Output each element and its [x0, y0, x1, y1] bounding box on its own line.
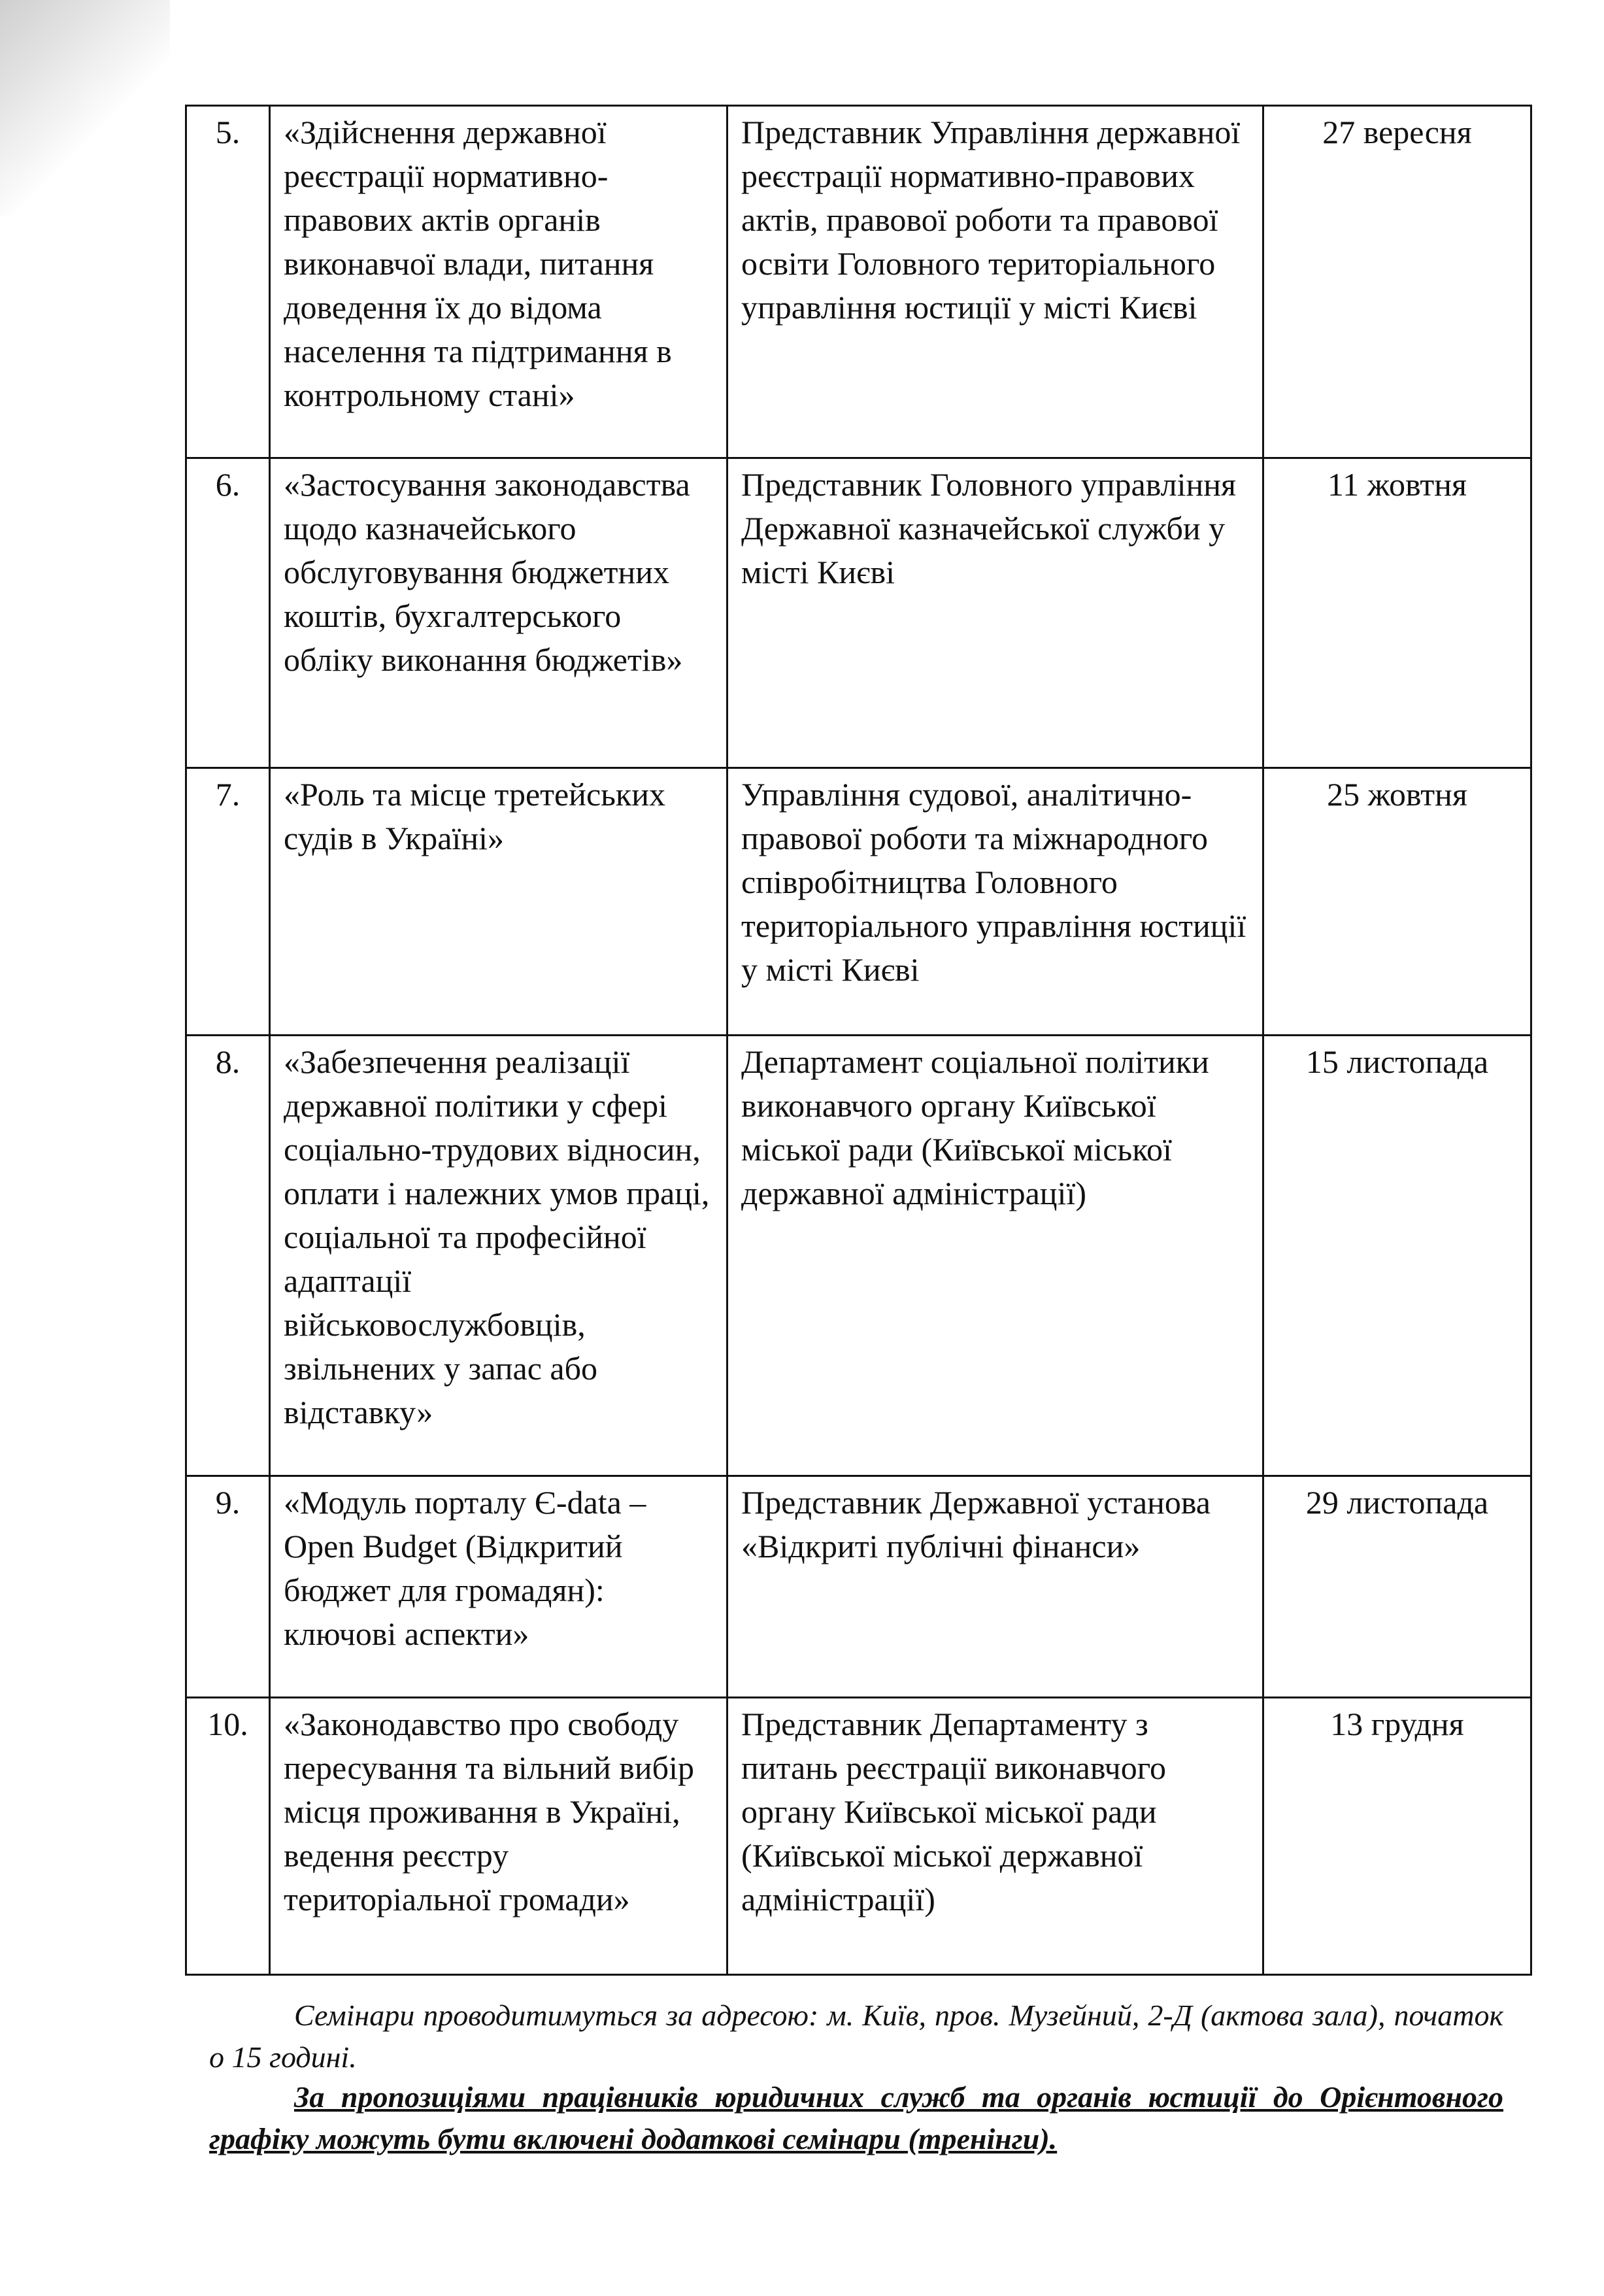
proposal-note: За пропозиціями працівників юридичних служб та органів юстиції до Орієнтовного графіку можуть бути включені додаткові семінари (тренінги). — [209, 2080, 1503, 2155]
table-row — [186, 1036, 1531, 1476]
seminar-date: 29 листопада — [1263, 1476, 1531, 1698]
row-number: 5. — [186, 106, 270, 458]
venue-note: Семінари проводитимуться за адресою: м. Київ, пров. Музейний, 2-Д (актова зала), початок о 15 годині. — [209, 1999, 1503, 2074]
row-number: 8. — [186, 1036, 270, 1476]
seminar-speaker: Представник Головного управління Державної казначейської служби у місті Києві — [727, 458, 1263, 768]
table-row — [186, 1476, 1531, 1698]
table-row — [186, 768, 1531, 1036]
table-row — [186, 106, 1531, 458]
row-number: 7. — [186, 768, 270, 1036]
seminar-speaker: Представник Управління державної реєстрації нормативно-правових актів, правової роботи та правової освіти Головного територіального управління юстиції у місті Києві — [727, 106, 1263, 458]
seminar-topic: «Здійснення державної реєстрації нормативно-правових актів органів виконавчої влади, питання доведення їх до відома населення та підтримання в контрольному стані» — [270, 106, 727, 458]
seminar-date: 13 грудня — [1263, 1698, 1531, 1975]
row-number: 10. — [186, 1698, 270, 1975]
row-number: 6. — [186, 458, 270, 768]
seminar-topic: «Законодавство про свободу пересування та вільний вибір місця проживання в Україні, ведення реєстру територіальної громади» — [270, 1698, 727, 1975]
seminar-schedule-table — [185, 105, 1532, 1976]
row-number: 9. — [186, 1476, 270, 1698]
scan-shadow — [0, 0, 170, 216]
seminar-date: 11 жовтня — [1263, 458, 1531, 768]
seminar-date: 15 листопада — [1263, 1036, 1531, 1476]
seminar-speaker: Департамент соціальної політики виконавчого органу Київської міської ради (Київської міської державної адміністрації) — [727, 1036, 1263, 1476]
seminar-topic: «Застосування законодавства щодо казначейського обслуговування бюджетних коштів, бухгалтерського обліку виконання бюджетів» — [270, 458, 727, 768]
seminar-topic: «Забезпечення реалізації державної політики у сфері соціально-трудових відносин, оплати і належних умов праці, соціальної та професійної адаптації військовослужбовців, звільнених у запас або відставку» — [270, 1036, 727, 1476]
table-row — [186, 458, 1531, 768]
seminar-topic: «Модуль порталу Є-data – Open Budget (Відкритий бюджет для громадян): ключові аспекти» — [270, 1476, 727, 1698]
seminar-speaker: Представник Державної установа «Відкриті публічні фінанси» — [727, 1476, 1263, 1698]
seminar-speaker: Управління судової, аналітично-правової роботи та міжнародного співробітництва Головного територіального управління юстиції у місті Києві — [727, 768, 1263, 1036]
seminar-speaker: Представник Департаменту з питань реєстрації виконавчого органу Київської міської ради (Київської міської державної адміністрації) — [727, 1698, 1263, 1975]
seminar-topic: «Роль та місце третейських судів в Україні» — [270, 768, 727, 1036]
table-row — [186, 1698, 1531, 1975]
seminar-date: 25 жовтня — [1263, 768, 1531, 1036]
seminar-date: 27 вересня — [1263, 106, 1531, 458]
